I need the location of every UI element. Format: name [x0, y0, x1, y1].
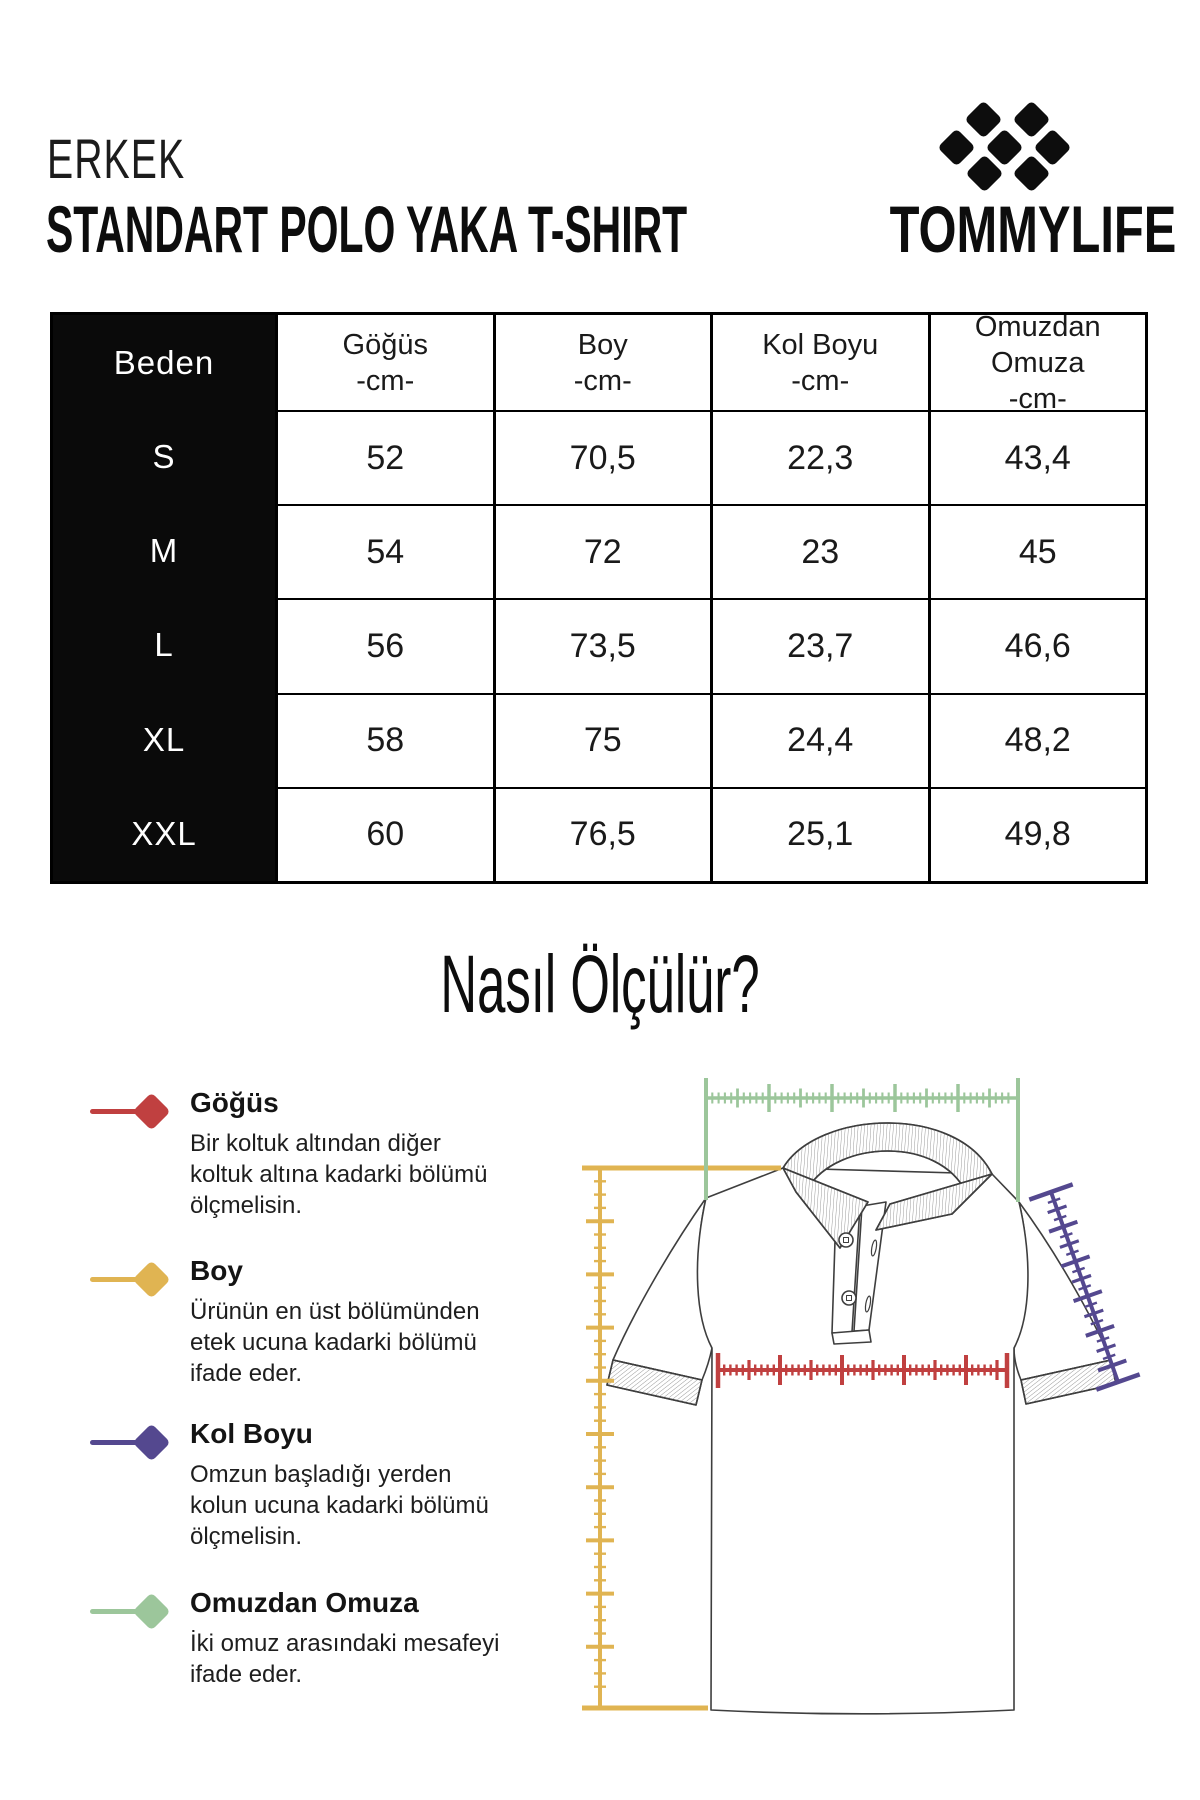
shirt-outline [607, 1123, 1116, 1714]
category-label: ERKEK [47, 127, 186, 190]
product-title: STANDART POLO YAKA T-SHIRT [46, 192, 688, 266]
measure-name: Kol Boyu [190, 1418, 313, 1449]
size-value-cell: 23,7 [710, 598, 928, 692]
diamond-icon [132, 1423, 170, 1461]
measure-name: Boy [190, 1255, 243, 1286]
logo-diamond-icon [964, 100, 1002, 138]
size-value-cell: 45 [928, 504, 1146, 598]
logo-diamond-icon [1012, 100, 1050, 138]
brand-name: TOMMYLIFE [889, 192, 1177, 266]
size-table [50, 312, 1148, 884]
size-value-cell: 70,5 [493, 410, 711, 504]
size-value-cell: 72 [493, 504, 711, 598]
size-row-label: M [149, 532, 179, 570]
size-table-size-column [53, 315, 275, 881]
size-value-cell: 76,5 [493, 787, 711, 881]
measure-name: Omuzdan Omuza [190, 1587, 419, 1618]
column-header: Göğüs -cm- [275, 315, 493, 410]
size-value-cell: 58 [275, 693, 493, 787]
how-to-measure-title: Nasıl Ölçülür? [440, 939, 760, 1030]
diamond-icon [132, 1260, 170, 1298]
size-value-cell: 60 [275, 787, 493, 881]
logo-diamond-icon [1012, 154, 1050, 192]
size-row-label: XXL [131, 814, 197, 852]
size-value-cell: 73,5 [493, 598, 711, 692]
measure-item-kol-boyu [90, 1417, 510, 1552]
size-value-cell: 52 [275, 410, 493, 504]
logo-diamond-icon [937, 128, 975, 166]
measure-description: Omzun başladığı yerden kolun ucuna kadarki bölümü ölçmelisin. [190, 1461, 489, 1550]
measure-item-boy [90, 1254, 510, 1389]
measure-item-omuzdan-omuza [90, 1586, 510, 1690]
column-header: Omuzdan Omuza -cm- [928, 315, 1146, 410]
logo-diamond-icon [1033, 128, 1071, 166]
size-value-cell: 24,4 [710, 693, 928, 787]
measure-description: Ürünün en üst bölümünden etek ucuna kadarki bölümü ifade eder. [190, 1298, 480, 1387]
measure-description: Bir koltuk altından diğer koltuk altına kadarki bölümü ölçmelisin. [190, 1130, 488, 1219]
size-row-label: L [154, 626, 174, 664]
length-ruler [586, 1168, 614, 1708]
size-column-header: Beden [113, 343, 215, 381]
polo-shirt-illustration [520, 1040, 1160, 1780]
size-value-cell: 22,3 [710, 410, 928, 504]
column-header: Boy -cm- [493, 315, 711, 410]
size-value-cell: 48,2 [928, 693, 1146, 787]
column-header: Kol Boyu -cm- [710, 315, 928, 410]
measure-item-gogus [90, 1086, 510, 1221]
measure-description: İki omuz arasındaki mesafeyi ifade eder. [190, 1630, 500, 1688]
size-value-cell: 43,4 [928, 410, 1146, 504]
diamond-icon [132, 1592, 170, 1630]
diamond-icon [132, 1092, 170, 1130]
size-value-cell: 46,6 [928, 598, 1146, 692]
size-value-cell: 25,1 [710, 787, 928, 881]
size-value-cell: 54 [275, 504, 493, 598]
size-row-label: S [152, 438, 176, 476]
size-value-cell: 56 [275, 598, 493, 692]
size-value-cell: 49,8 [928, 787, 1146, 881]
size-value-cell: 75 [493, 693, 711, 787]
measure-name: Göğüs [190, 1087, 279, 1118]
size-row-label: XL [142, 720, 186, 758]
size-value-cell: 23 [710, 504, 928, 598]
